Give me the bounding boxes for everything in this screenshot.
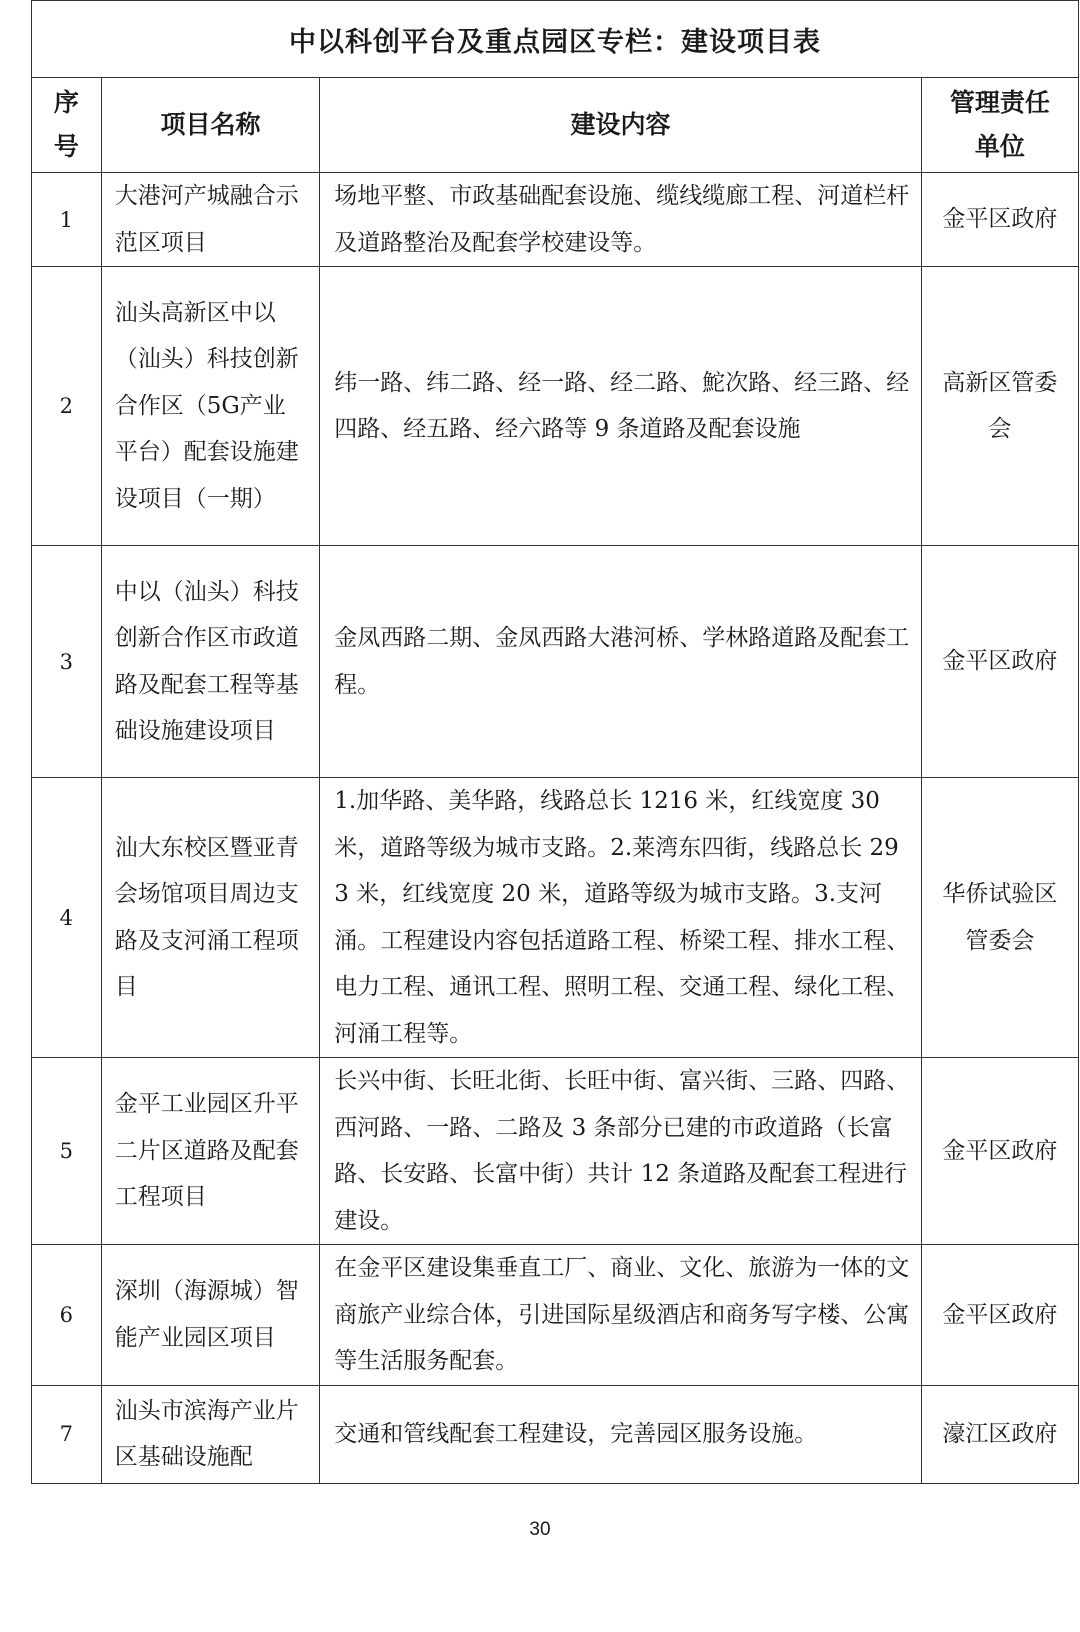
row-seq: 1 <box>32 173 102 267</box>
table-row <box>32 267 1079 546</box>
row-unit-label: 金平区政府 <box>942 206 1058 233</box>
row-name: 深圳（海源城）智能产业园区项目 <box>101 1245 320 1386</box>
row-seq: 3 <box>32 546 102 778</box>
table-row <box>32 1385 1079 1483</box>
row-content: 纬一路、纬二路、经一路、经二路、鮀次路、经三路、经四路、经五路、经六路等 9 条道路及配套设施 <box>320 267 922 546</box>
row-unit <box>921 1058 1078 1245</box>
row-name: 大港河产城融合示范区项目 <box>101 173 320 267</box>
header-seq <box>32 78 102 173</box>
header-row <box>32 78 1079 173</box>
row-seq: 5 <box>32 1058 102 1245</box>
row-unit-label: 华侨试验区管委会 <box>942 881 1058 954</box>
header-name <box>101 78 320 173</box>
row-seq: 4 <box>32 778 102 1058</box>
row-seq: 2 <box>32 267 102 546</box>
project-table <box>31 0 1079 1484</box>
row-seq: 6 <box>32 1245 102 1386</box>
table-row <box>32 778 1079 1058</box>
row-content: 场地平整、市政基础配套设施、缆线缆廊工程、河道栏杆及道路整治及配套学校建设等。 <box>320 173 922 267</box>
header-content <box>320 78 922 173</box>
row-content: 1.加华路、美华路，线路总长 1216 米，红线宽度 30 米，道路等级为城市支路。2.莱湾东四街，线路总长 293 米，红线宽度 20 米，道路等级为城市支路。3.支河涌。工程建设内容包括道路工程、桥梁工程、排水工程、电力工程、通讯工程、照明工程、交通工程、绿化工程、河涌工程等。 <box>320 778 922 1058</box>
table-row <box>32 173 1079 267</box>
row-seq: 7 <box>32 1385 102 1483</box>
row-content: 在金平区建设集垂直工厂、商业、文化、旅游为一体的文商旅产业综合体，引进国际星级酒店和商务写字楼、公寓等生活服务配套。 <box>320 1245 922 1386</box>
table-row <box>32 546 1079 778</box>
row-unit-label: 金平区政府 <box>942 648 1058 675</box>
header-seq-label: 序号 <box>53 88 79 161</box>
row-name: 金平工业园区升平二片区道路及配套工程项目 <box>101 1058 320 1245</box>
header-unit-label: 管理责任单位 <box>949 88 1050 161</box>
row-unit-label: 高新区管委会 <box>942 369 1058 442</box>
table-row <box>32 1245 1079 1386</box>
row-content: 长兴中街、长旺北街、长旺中街、富兴街、三路、四路、西河路、一路、二路及 3 条部分已建的市政道路（长富路、长安路、长富中街）共计 12 条道路及配套工程进行建设。 <box>320 1058 922 1245</box>
row-name: 汕大东校区暨亚青会场馆项目周边支路及支河涌工程项目 <box>101 778 320 1058</box>
page-number: 30 <box>529 1519 551 1540</box>
row-unit <box>921 1385 1078 1483</box>
table-title-row <box>32 1 1079 78</box>
row-name: 汕头市滨海产业片区基础设施配 <box>101 1385 320 1483</box>
row-unit <box>921 267 1078 546</box>
header-name-label: 项目名称 <box>160 110 261 139</box>
row-content: 交通和管线配套工程建设，完善园区服务设施。 <box>320 1385 922 1483</box>
header-unit <box>921 78 1078 173</box>
header-content-label: 建设内容 <box>570 110 671 139</box>
row-content: 金凤西路二期、金凤西路大港河桥、学林路道路及配套工程。 <box>320 546 922 778</box>
row-unit-label: 濠江区政府 <box>942 1420 1058 1447</box>
table-row <box>32 1058 1079 1245</box>
row-unit-label: 金平区政府 <box>942 1301 1058 1328</box>
table-title: 中以科创平台及重点园区专栏：建设项目表 <box>32 1 1079 78</box>
row-unit <box>921 778 1078 1058</box>
row-name: 汕头高新区中以（汕头）科技创新合作区（5G产业平台）配套设施建设项目（一期） <box>101 267 320 546</box>
row-unit <box>921 546 1078 778</box>
row-unit <box>921 173 1078 267</box>
row-name: 中以（汕头）科技创新合作区市政道路及配套工程等基础设施建设项目 <box>101 546 320 778</box>
row-unit-label: 金平区政府 <box>942 1137 1058 1164</box>
row-unit <box>921 1245 1078 1386</box>
